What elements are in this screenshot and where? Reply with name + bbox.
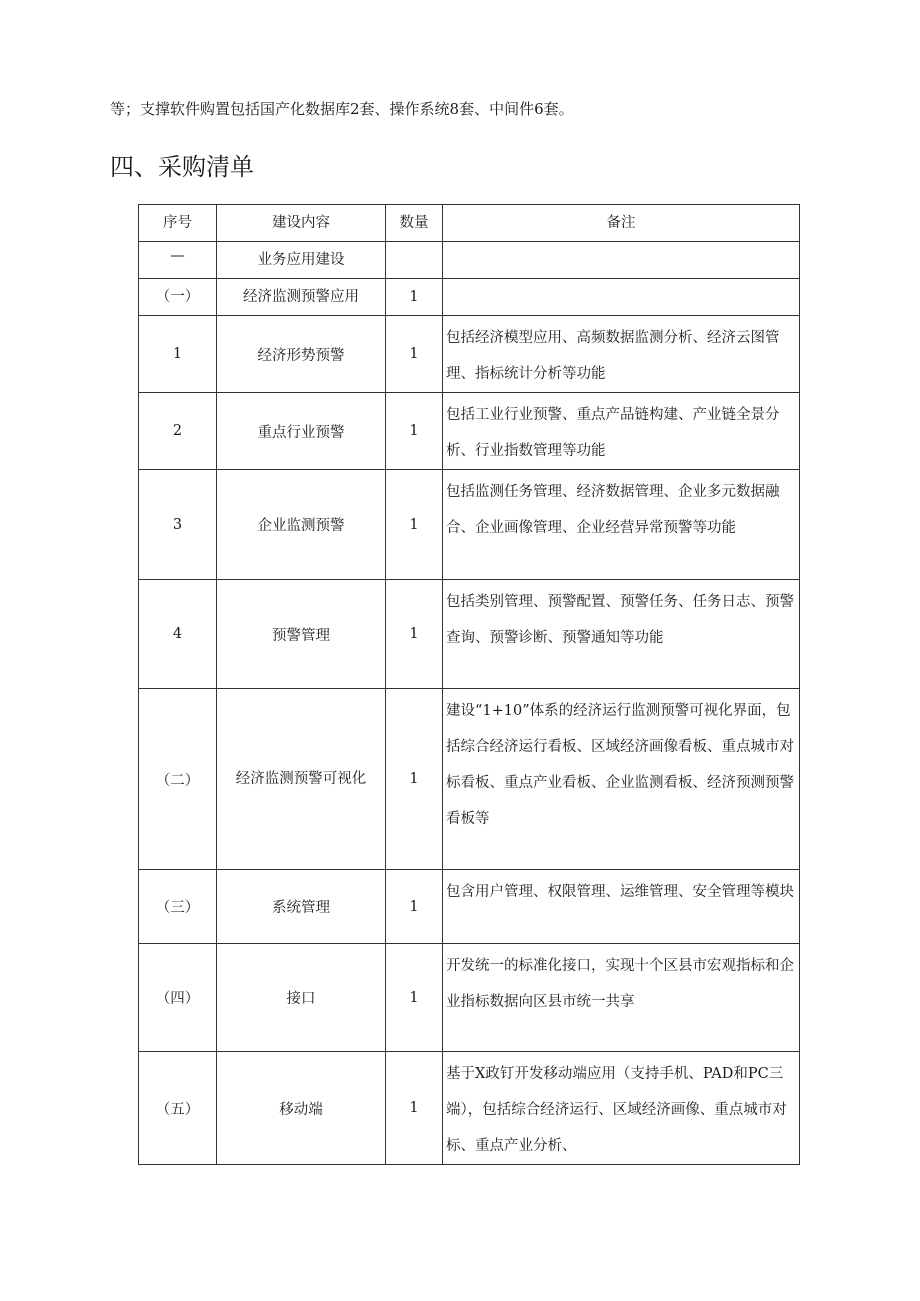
- purchase-list-table: [138, 204, 800, 1165]
- table-header-row: [139, 205, 800, 242]
- row-content: 企业监测预警: [217, 470, 386, 580]
- row-remark: 包括监测任务管理、经济数据管理、企业多元数据融合、企业画像管理、企业经营异常预警等功能: [443, 470, 800, 580]
- header-seq: 序号: [139, 205, 217, 242]
- row-qty: [386, 242, 443, 279]
- row-remark: 包括工业行业预警、重点产品链构建、产业链全景分析、行业指数管理等功能: [443, 393, 800, 470]
- row-qty: 1: [386, 316, 443, 393]
- row-remark: 建设“1+10”体系的经济运行监测预警可视化界面，包括综合经济运行看板、区域经济画像看板、重点城市对标看板、重点产业看板、企业监测看板、经济预测预警看板等: [443, 689, 800, 870]
- header-content: 建设内容: [217, 205, 386, 242]
- row-seq: （一）: [139, 279, 217, 316]
- row-seq: （三）: [139, 870, 217, 944]
- header-qty: 数量: [386, 205, 443, 242]
- row-seq: （二）: [139, 689, 217, 870]
- row-seq: 1: [139, 316, 217, 393]
- header-remark: 备注: [443, 205, 800, 242]
- table-row: [139, 1052, 800, 1165]
- row-content: 移动端: [217, 1052, 386, 1165]
- table-row: [139, 580, 800, 689]
- row-remark: 开发统一的标准化接口，实现十个区县市宏观指标和企业指标数据向区县市统一共享: [443, 944, 800, 1052]
- row-content: 重点行业预警: [217, 393, 386, 470]
- row-seq: 4: [139, 580, 217, 689]
- row-qty: 1: [386, 689, 443, 870]
- row-remark: 包含用户管理、权限管理、运维管理、安全管理等模块: [443, 870, 800, 944]
- intro-paragraph: 等；支撑软件购置包括国产化数据库2套、操作系统8套、中间件6套。: [110, 100, 574, 118]
- row-content: 业务应用建设: [217, 242, 386, 279]
- row-remark: 包括类别管理、预警配置、预警任务、任务日志、预警查询、预警诊断、预警通知等功能: [443, 580, 800, 689]
- table-row: [139, 316, 800, 393]
- row-content: 接口: [217, 944, 386, 1052]
- row-seq: （四）: [139, 944, 217, 1052]
- row-seq: 3: [139, 470, 217, 580]
- table-row: [139, 242, 800, 279]
- section-heading: 四、采购清单: [110, 153, 254, 181]
- table-row: [139, 870, 800, 944]
- row-seq: —: [139, 242, 217, 279]
- row-seq: （五）: [139, 1052, 217, 1165]
- table-row: [139, 944, 800, 1052]
- row-content: 经济形势预警: [217, 316, 386, 393]
- row-qty: 1: [386, 944, 443, 1052]
- row-remark: 基于X政钉开发移动端应用（支持手机、PAD和PC三端），包括综合经济运行、区域经济画像、重点城市对标、重点产业分析、: [443, 1052, 800, 1165]
- row-qty: 1: [386, 279, 443, 316]
- row-qty: 1: [386, 470, 443, 580]
- table-row: [139, 470, 800, 580]
- row-remark: [443, 279, 800, 316]
- table-row: [139, 689, 800, 870]
- row-qty: 1: [386, 393, 443, 470]
- row-content: 预警管理: [217, 580, 386, 689]
- row-qty: 1: [386, 580, 443, 689]
- row-content: 系统管理: [217, 870, 386, 944]
- row-seq: 2: [139, 393, 217, 470]
- row-content: 经济监测预警可视化: [217, 689, 386, 870]
- row-remark: 包括经济模型应用、高频数据监测分析、经济云图管理、指标统计分析等功能: [443, 316, 800, 393]
- row-content: 经济监测预警应用: [217, 279, 386, 316]
- row-remark: [443, 242, 800, 279]
- table-row: [139, 279, 800, 316]
- table-row: [139, 393, 800, 470]
- row-qty: 1: [386, 870, 443, 944]
- row-qty: 1: [386, 1052, 443, 1165]
